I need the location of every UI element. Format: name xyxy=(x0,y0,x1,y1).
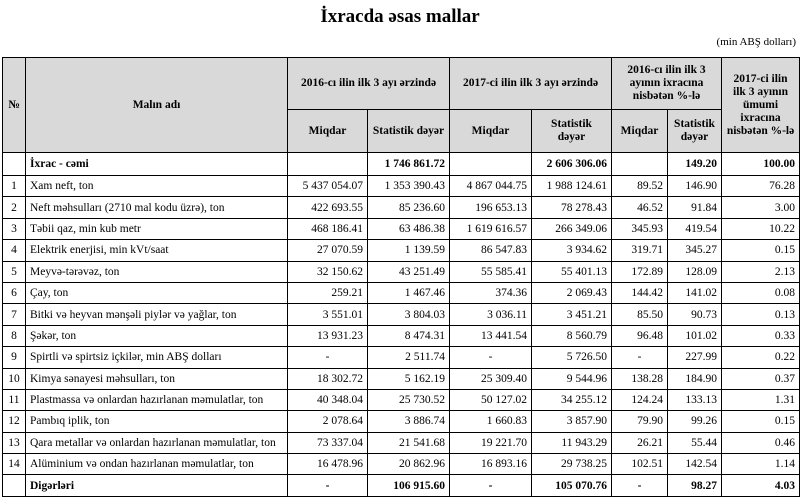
cell-rv: 133.13 xyxy=(668,389,722,410)
cell-no: 14 xyxy=(3,454,26,475)
cell-rv: 98.27 xyxy=(668,475,722,496)
cell-rv: 128.09 xyxy=(668,261,722,282)
cell-v17: 11 943.29 xyxy=(532,432,612,453)
cell-no: 8 xyxy=(3,325,26,346)
cell-q16: 13 931.23 xyxy=(288,325,368,346)
cell-v16: 8 474.31 xyxy=(368,325,450,346)
table-row xyxy=(3,475,800,496)
header-val-2016: Statistik dəyər xyxy=(368,110,450,153)
cell-v17: 55 401.13 xyxy=(532,261,612,282)
table-row xyxy=(3,411,800,432)
cell-share: 3.00 xyxy=(722,197,800,218)
table-row xyxy=(3,261,800,282)
cell-share: 0.22 xyxy=(722,347,800,368)
cell-q16: 73 337.04 xyxy=(288,432,368,453)
header-no: № xyxy=(3,58,26,153)
cell-rv: 141.02 xyxy=(668,282,722,303)
cell-name: Neft məhsulları (2710 mal kodu üzrə), ton xyxy=(26,197,288,218)
header-share: 2017-ci ilin ilk 3 ayının ümumi ixracına nisbətən %-lə xyxy=(722,58,800,153)
cell-rq: 138.28 xyxy=(612,368,668,389)
cell-name: Çay, ton xyxy=(26,282,288,303)
unit-note: (min ABŞ dolları) xyxy=(716,36,796,48)
cell-no: 9 xyxy=(3,347,26,368)
cell-name: Qara metallar və onlardan hazırlanan məmulatlar, ton xyxy=(26,432,288,453)
header-qty-2017: Miqdar xyxy=(450,110,532,153)
cell-q16: 16 478.96 xyxy=(288,454,368,475)
cell-v16: 63 486.38 xyxy=(368,218,450,239)
cell-q16: 40 348.04 xyxy=(288,389,368,410)
cell-no: 13 xyxy=(3,432,26,453)
cell-q17: 55 585.41 xyxy=(450,261,532,282)
cell-v17: 2 069.43 xyxy=(532,282,612,303)
cell-share: 0.33 xyxy=(722,325,800,346)
exports-table xyxy=(2,57,800,497)
cell-name: Xam neft, ton xyxy=(26,176,288,197)
cell-v17: 5 726.50 xyxy=(532,347,612,368)
cell-v16: 1 139.59 xyxy=(368,240,450,261)
cell-rq: 144.42 xyxy=(612,282,668,303)
cell-v17: 3 857.90 xyxy=(532,411,612,432)
page-title: İxracda əsas mallar xyxy=(320,6,480,27)
cell-share: 10.22 xyxy=(722,218,800,239)
cell-q17: 1 660.83 xyxy=(450,411,532,432)
cell-v16: 2 511.74 xyxy=(368,347,450,368)
cell-v17: 266 349.06 xyxy=(532,218,612,239)
cell-v16: 20 862.96 xyxy=(368,454,450,475)
cell-rq: 79.90 xyxy=(612,411,668,432)
cell-no: 1 xyxy=(3,176,26,197)
cell-q16: - xyxy=(288,347,368,368)
cell-no: 6 xyxy=(3,282,26,303)
cell-v16: 106 915.60 xyxy=(368,475,450,496)
table-row xyxy=(3,176,800,197)
table-row xyxy=(3,240,800,261)
cell-name: Spirtli və spirtsiz içkilər, min ABŞ dolları xyxy=(26,347,288,368)
cell-rq: 172.89 xyxy=(612,261,668,282)
cell-rv: 227.99 xyxy=(668,347,722,368)
cell-no: 3 xyxy=(3,218,26,239)
cell-q16: 422 693.55 xyxy=(288,197,368,218)
cell-q17: 196 653.13 xyxy=(450,197,532,218)
header-val-2017: Statistik dəyər xyxy=(532,110,612,153)
cell-v17: 34 255.12 xyxy=(532,389,612,410)
cell-q16: 5 437 054.07 xyxy=(288,176,368,197)
cell-name: Meyvə-tərəvəz, ton xyxy=(26,261,288,282)
cell-rv: 101.02 xyxy=(668,325,722,346)
cell-q16: - xyxy=(288,475,368,496)
cell-v16: 3 804.03 xyxy=(368,304,450,325)
cell-rq: 124.24 xyxy=(612,389,668,410)
cell-q16: 2 078.64 xyxy=(288,411,368,432)
cell-v16: 1 467.46 xyxy=(368,282,450,303)
cell-rq: - xyxy=(612,347,668,368)
cell-q16: 27 070.59 xyxy=(288,240,368,261)
cell-rq: 96.48 xyxy=(612,325,668,346)
cell-q17: 16 893.16 xyxy=(450,454,532,475)
cell-q17: 86 547.83 xyxy=(450,240,532,261)
cell-no: 11 xyxy=(3,389,26,410)
cell-name: Kimya sənayesi məhsulları, ton xyxy=(26,368,288,389)
cell-q16: 468 186.41 xyxy=(288,218,368,239)
cell-rv: 55.44 xyxy=(668,432,722,453)
cell-rq: 46.52 xyxy=(612,197,668,218)
table-row xyxy=(3,282,800,303)
cell-rv: 184.90 xyxy=(668,368,722,389)
cell-name: Elektrik enerjisi, min kVt/saat xyxy=(26,240,288,261)
cell-v17: 3 934.62 xyxy=(532,240,612,261)
cell-v17: 9 544.96 xyxy=(532,368,612,389)
cell-rq: 345.93 xyxy=(612,218,668,239)
cell-share: 1.14 xyxy=(722,454,800,475)
cell-v17: 8 560.79 xyxy=(532,325,612,346)
header-2017: 2017-ci ilin ilk 3 ayı ərzində xyxy=(450,58,612,110)
cell-q17: 19 221.70 xyxy=(450,432,532,453)
cell-v16: 21 541.68 xyxy=(368,432,450,453)
cell-v17: 29 738.25 xyxy=(532,454,612,475)
cell-v16: 85 236.60 xyxy=(368,197,450,218)
table-row xyxy=(3,325,800,346)
cell-share: 0.15 xyxy=(722,240,800,261)
cell-name: Alüminium və ondan hazırlanan məmulatlar, ton xyxy=(26,454,288,475)
cell-v17: 1 988 124.61 xyxy=(532,176,612,197)
table-row xyxy=(3,368,800,389)
cell-rq: - xyxy=(612,475,668,496)
cell-share: 76.28 xyxy=(722,176,800,197)
cell-no: 7 xyxy=(3,304,26,325)
cell-share: 0.46 xyxy=(722,432,800,453)
cell-name: Bitki və heyvan mənşəli piylər və yağlar, ton xyxy=(26,304,288,325)
cell-rv: 91.84 xyxy=(668,197,722,218)
table-row xyxy=(3,197,800,218)
cell-v16: 5 162.19 xyxy=(368,368,450,389)
cell-share: 2.13 xyxy=(722,261,800,282)
cell-rq: 85.50 xyxy=(612,304,668,325)
cell-v17: 78 278.43 xyxy=(532,197,612,218)
cell-q17: 3 036.11 xyxy=(450,304,532,325)
table-row xyxy=(3,454,800,475)
table-row xyxy=(3,218,800,239)
cell-no xyxy=(3,475,26,496)
cell-q16: 3 551.01 xyxy=(288,304,368,325)
cell-no: 4 xyxy=(3,240,26,261)
header-qty-ratio: Miqdar xyxy=(612,110,668,153)
cell-share: 1.31 xyxy=(722,389,800,410)
cell-name: Pambıq iplik, ton xyxy=(26,411,288,432)
cell-v16: 25 730.52 xyxy=(368,389,450,410)
cell-q17: 1 619 616.57 xyxy=(450,218,532,239)
cell-rv: 345.27 xyxy=(668,240,722,261)
cell-no: 10 xyxy=(3,368,26,389)
cell-share: 0.08 xyxy=(722,282,800,303)
cell-rq: 102.51 xyxy=(612,454,668,475)
table-row xyxy=(3,389,800,410)
total-row: İxrac - cəmi 1 746 861.72 2 606 306.06 149.20 100.00 xyxy=(3,153,800,176)
cell-q17: - xyxy=(450,347,532,368)
cell-v16: 3 886.74 xyxy=(368,411,450,432)
cell-no: 2 xyxy=(3,197,26,218)
cell-q16: 259.21 xyxy=(288,282,368,303)
header-val-ratio: Statistik dəyər xyxy=(668,110,722,153)
table-row xyxy=(3,304,800,325)
cell-q16: 18 302.72 xyxy=(288,368,368,389)
cell-no: 5 xyxy=(3,261,26,282)
cell-rq: 319.71 xyxy=(612,240,668,261)
cell-q17: - xyxy=(450,475,532,496)
cell-q17: 374.36 xyxy=(450,282,532,303)
cell-q17: 13 441.54 xyxy=(450,325,532,346)
cell-rv: 99.26 xyxy=(668,411,722,432)
cell-name: Plastmassa və onlardan hazırlanan məmulatlar, ton xyxy=(26,389,288,410)
cell-no: 12 xyxy=(3,411,26,432)
cell-name: Şəkər, ton xyxy=(26,325,288,346)
header-2016: 2016-cı ilin ilk 3 ayı ərzində xyxy=(288,58,450,110)
cell-rv: 146.90 xyxy=(668,176,722,197)
cell-name: Digərləri xyxy=(26,475,288,496)
cell-v16: 1 353 390.43 xyxy=(368,176,450,197)
cell-q17: 4 867 044.75 xyxy=(450,176,532,197)
cell-rq: 89.52 xyxy=(612,176,668,197)
cell-q17: 25 309.40 xyxy=(450,368,532,389)
header-qty-2016: Miqdar xyxy=(288,110,368,153)
table-row xyxy=(3,347,800,368)
cell-v16: 43 251.49 xyxy=(368,261,450,282)
cell-name: Təbii qaz, min kub metr xyxy=(26,218,288,239)
table-row xyxy=(3,432,800,453)
header-ratio: 2016-cı ilin ilk 3 ayının ixracına nisbətən %-lə xyxy=(612,58,722,110)
cell-rq: 26.21 xyxy=(612,432,668,453)
cell-rv: 90.73 xyxy=(668,304,722,325)
cell-share: 0.37 xyxy=(722,368,800,389)
cell-q16: 32 150.62 xyxy=(288,261,368,282)
cell-v17: 3 451.21 xyxy=(532,304,612,325)
cell-q17: 50 127.02 xyxy=(450,389,532,410)
cell-rv: 142.54 xyxy=(668,454,722,475)
header-name: Malın adı xyxy=(26,58,288,153)
cell-share: 4.03 xyxy=(722,475,800,496)
cell-v17: 105 070.76 xyxy=(532,475,612,496)
cell-share: 0.13 xyxy=(722,304,800,325)
cell-rv: 419.54 xyxy=(668,218,722,239)
cell-share: 0.15 xyxy=(722,411,800,432)
